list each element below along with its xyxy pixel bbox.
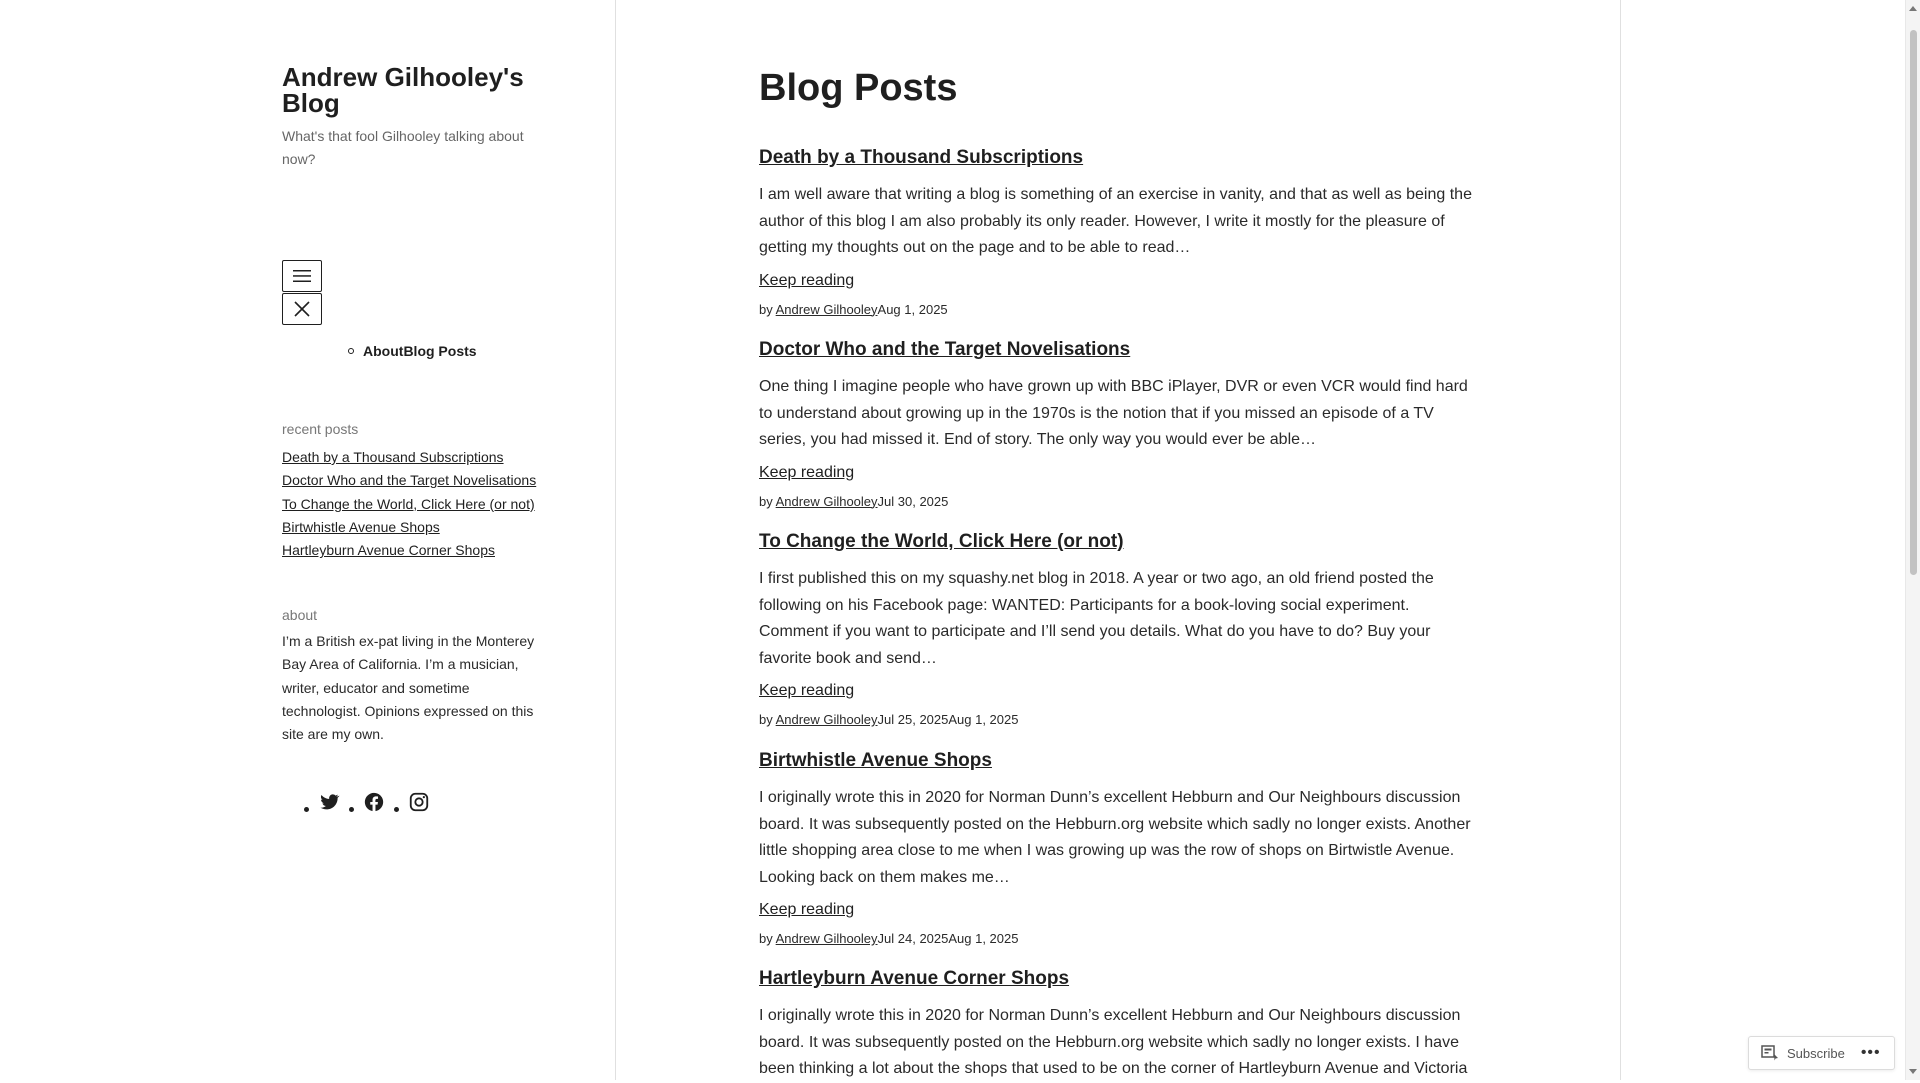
- site-title[interactable]: [282, 64, 552, 116]
- recent-post-link[interactable]: Birtwhistle Avenue Shops: [282, 518, 440, 535]
- post-title: [759, 338, 1475, 362]
- post-meta: [759, 931, 1475, 946]
- list-item: [282, 493, 536, 516]
- list-item: [282, 539, 536, 562]
- post-meta-by: by: [759, 931, 773, 946]
- post-item: [759, 338, 1475, 509]
- post-title-link[interactable]: To Change the World, Click Here (or not): [759, 531, 1124, 552]
- author-link[interactable]: Andrew Gilhooley: [775, 493, 878, 509]
- post-date: Jul 25, 2025Aug 1, 2025: [877, 712, 1019, 727]
- post-meta: [759, 302, 1475, 317]
- list-item: [282, 469, 536, 492]
- keep-reading-link[interactable]: Keep reading: [759, 271, 855, 289]
- author-link[interactable]: Andrew Gilhooley: [775, 301, 878, 317]
- subscribe-button[interactable]: Subscribe: [1787, 1045, 1845, 1061]
- nav-item-blog-posts[interactable]: Blog Posts: [403, 343, 477, 359]
- list-item: [282, 446, 536, 469]
- post-excerpt: I originally wrote this in 2020 for Norman Dunn’s excellent Hebburn and Our Neighbours discussion board. It was subsequently posted on the Hebburn.org website which sadly no longer exists. Another little shopping area close to me when I was growing up was the row of shops on Birtwistle Avenue. Looking back on them makes me…: [759, 789, 1471, 886]
- post-excerpt: One thing I imagine people who have grown up with BBC iPlayer, DVR or even VCR would find hard to understand about growing up in the 1970s is the notion that if you missed an episode of a TV series, you had missed it. End of story. The only way you would ever be able…: [759, 378, 1468, 448]
- sidebar: [0, 0, 616, 1080]
- main-content: [616, 0, 1621, 1080]
- post-meta-by: by: [759, 712, 773, 727]
- post-item: [759, 749, 1475, 946]
- recent-posts-heading: recent posts: [282, 421, 359, 437]
- scroll-up-icon[interactable]: [1909, 6, 1917, 11]
- post-item: [759, 967, 1475, 1083]
- scrollbar-thumb[interactable]: [1910, 30, 1917, 575]
- reader-icon: [1761, 1045, 1779, 1061]
- post-title: [759, 749, 1475, 773]
- post-item: [759, 146, 1475, 317]
- facebook-icon[interactable]: [363, 791, 385, 813]
- menu-open-button[interactable]: [282, 260, 322, 292]
- hamburger-icon: [293, 269, 311, 283]
- author-link[interactable]: Andrew Gilhooley: [775, 712, 878, 727]
- post-meta: [759, 494, 1475, 509]
- post-title-link[interactable]: Birtwhistle Avenue Shops: [759, 750, 992, 771]
- nav-bullet: [348, 348, 354, 354]
- recent-post-link[interactable]: Doctor Who and the Target Novelisations: [282, 472, 537, 489]
- recent-posts-list: [282, 446, 536, 562]
- recent-post-link[interactable]: Death by a Thousand Subscriptions: [282, 449, 504, 465]
- social-bullet: [349, 807, 354, 812]
- post-title-link[interactable]: Death by a Thousand Subscriptions: [759, 147, 1084, 168]
- recent-post-link[interactable]: To Change the World, Click Here (or not): [282, 495, 535, 512]
- page-title: Blog Posts: [759, 67, 958, 109]
- twitter-icon[interactable]: [318, 791, 340, 813]
- post-date: Jul 30, 2025: [877, 493, 949, 509]
- post-date: Jul 24, 2025Aug 1, 2025: [877, 931, 1019, 946]
- post-title: [759, 530, 1475, 554]
- site-title-text[interactable]: Andrew Gilhooley's Blog: [282, 62, 524, 118]
- post-excerpt: I first published this on my squashy.net blog in 2018. A year or two ago, an old friend posted the following on his Facebook page: WANTED: Participants for a book-loving social experiment. Comment if you want to participate and I’ll send you details. What do you have to do? Buy your favorite book and send…: [759, 570, 1434, 667]
- social-bullet: [304, 807, 309, 812]
- keep-reading-link[interactable]: Keep reading: [759, 682, 855, 699]
- post-item: [759, 530, 1475, 727]
- menu-close-button[interactable]: [282, 293, 322, 325]
- post-meta: [759, 712, 1475, 727]
- post-meta-by: by: [759, 493, 773, 509]
- keep-reading-link[interactable]: Keep reading: [759, 463, 855, 481]
- recent-post-link[interactable]: Hartleyburn Avenue Corner Shops: [282, 542, 495, 559]
- post-title-link[interactable]: Doctor Who and the Target Novelisations: [759, 339, 1131, 360]
- page-scrollbar[interactable]: [1905, 0, 1920, 1080]
- keep-reading-link[interactable]: Keep reading: [759, 901, 855, 918]
- social-bullet: [394, 807, 399, 812]
- more-options-button[interactable]: •••: [1860, 1044, 1881, 1061]
- author-link[interactable]: Andrew Gilhooley: [775, 931, 878, 946]
- site-description: What's that fool Gilhooley talking about now?: [282, 128, 524, 167]
- close-icon: [294, 301, 310, 317]
- social-links: [304, 791, 439, 813]
- post-title: [759, 146, 1475, 170]
- post-meta-by: by: [759, 301, 773, 317]
- post-title-link[interactable]: Hartleyburn Avenue Corner Shops: [759, 968, 1070, 989]
- primary-navigation: [362, 343, 477, 359]
- about-text: I’m a British ex-pat living in the Monterey Bay Area of California. I’m a musician, writer, educator and sometime technologist. Opinions expressed on this site are my own.: [282, 633, 535, 743]
- post-excerpt: I am well aware that writing a blog is something of an exercise in vanity, and that as well as being the author of this blog I am also probably its only reader. However, I write it mostly for the pleasure of getting my thoughts out on the page and to be able to read…: [759, 186, 1472, 256]
- post-title: [759, 967, 1475, 991]
- list-item: [282, 516, 536, 539]
- post-date: Aug 1, 2025: [877, 301, 948, 317]
- instagram-icon[interactable]: [408, 791, 430, 813]
- about-heading: about: [282, 607, 318, 623]
- subscribe-widget: [1748, 1036, 1895, 1070]
- nav-item-about[interactable]: About: [363, 343, 404, 359]
- post-excerpt: I originally wrote this in 2020 for Norman Dunn’s excellent Hebburn and Our Neighbours discussion board. It was subsequently posted on the Hebburn.org website which sadly no longer exists. I have been thinking a lot about the shops that used to be on the corner of Hartleyburn Avenue and Victoria: [759, 1007, 1468, 1077]
- scroll-down-icon[interactable]: [1909, 1069, 1917, 1074]
